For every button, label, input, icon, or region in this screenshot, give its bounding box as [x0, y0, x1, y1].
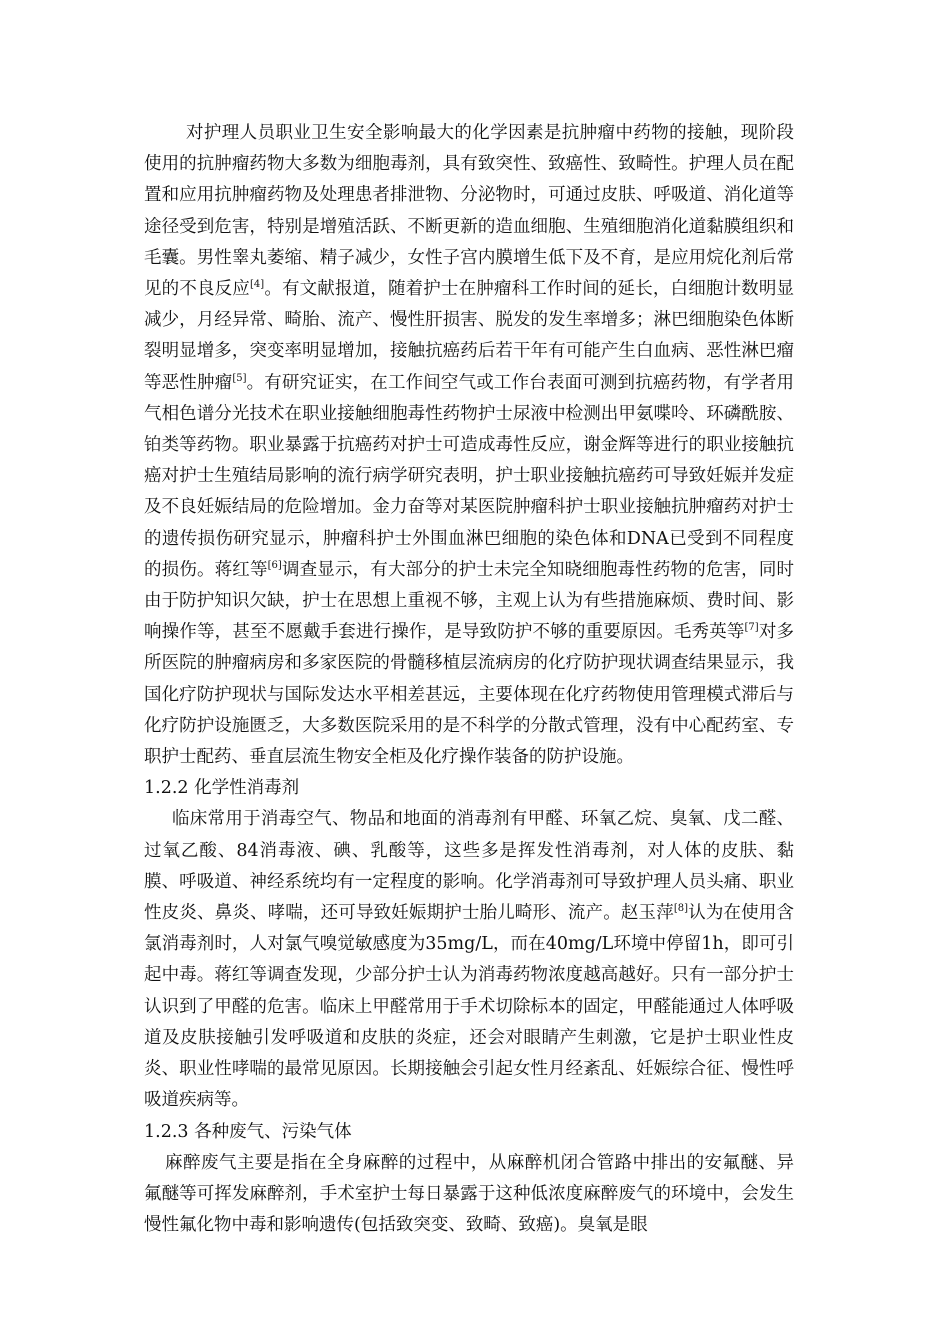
- text-segment: 临床常用于消毒空气、物品和地面的消毒剂有甲醛、环氧乙烷、臭氧、戊二醛、过氧乙酸、84消毒液、碘、乳酸等，这些多是挥发性消毒剂，对人体的皮肤、黏膜、呼吸道、神经系统均有一定程度的影响。化学消毒剂可导致护理人员头痛、职业性皮炎、鼻炎、哮喘，还可导致妊娠期护士胎儿畸形、流产。赵玉萍: [144, 809, 794, 924]
- text-segment: 对多所医院的肿瘤病房和多家医院的骨髓移植层流病房的化疗防护现状调查结果显示，我国化疗防护现状与国际发达水平相差甚远，主要体现在化疗药物使用管理模式滞后与化疗防护设施匮乏，大多数医院采用的是不科学的分散式管理，没有中心配药室、专职护士配药、垂直层流生物安全柜及化疗操作装备的防护设施。: [144, 622, 795, 768]
- paragraph-antitumor-drugs: [144, 118, 794, 773]
- text-segment: 对护理人员职业卫生安全影响最大的化学因素是抗肿瘤中药物的接触，现阶段使用的抗肿瘤药物大多数为细胞毒剂，具有致突性、致癌性、致畸性。护理人员在配置和应用抗肿瘤药物及处理患者排泄物、分泌物时，可通过皮肤、呼吸道、消化道等途径受到危害，特别是增殖活跃、不断更新的造血细胞、生殖细胞消化道黏膜组织和毛囊。男性睾丸萎缩、精子减少，女性子宫内膜增生低下及不育，是应用烷化剂后常见的不良反应: [144, 123, 794, 300]
- text-segment: 麻醉废气主要是指在全身麻醉的过程中，从麻醉机闭合管路中排出的安氟醚、异氟醚等可挥发麻醉剂，手术室护士每日暴露于这种低浓度麻醉废气的环境中，会发生慢性氟化物中毒和影响遗传(包括致突变、致畸、致癌)。臭氧是眼: [144, 1152, 794, 1236]
- citation-ref: [8]: [673, 903, 689, 915]
- text-segment: 调查显示，有大部分的护士未完全知晓细胞毒性药物的危害，同时由于防护知识欠缺，护士在思想上重视不够，主观上认为有些措施麻烦、费时间、影响操作等，甚至不愿戴手套进行操作，是导致防护不够的重要原因。毛秀英等: [144, 559, 795, 643]
- paragraph-anesthetic-waste-gas: [144, 1148, 794, 1242]
- text-segment: 认为在使用含氯消毒剂时，人对氯气嗅觉敏感度为35mg/L，而在40mg/L环境中停留1h，即可引起中毒。蒋红等调查发现，少部分护士认为消毒药物浓度越高越好。只有一部分护士认识到了甲醛的危害。临床上甲醛常用于手术切除标本的固定，甲醛能通过人体呼吸道及皮肤接触引发呼吸道和皮肤的炎症，还会对眼睛产生刺激，它是护士职业性皮炎、职业性哮喘的最常见原因。长期接触会引起女性月经紊乱、妊娠综合征、慢性呼吸道疾病等。: [144, 903, 795, 1111]
- document-page: [144, 118, 794, 1241]
- text-segment: 。有文献报道，随着护士在肿瘤科工作时间的延长，白细胞计数明显减少，月经异常、畸胎、流产、慢性肝损害、脱发的发生率增多；淋巴细胞染色体断裂明显增多，突变率明显增加，接触抗癌药后若干年有可能产生白血病、恶性淋巴瘤等恶性肿瘤: [144, 279, 795, 393]
- paragraph-chemical-disinfectants: [144, 804, 794, 1116]
- citation-ref: [4]: [249, 279, 265, 291]
- citation-ref: [7]: [744, 622, 759, 634]
- section-heading-chemical-disinfectants: 1.2.2 化学性消毒剂: [144, 778, 300, 799]
- text-segment: 。有研究证实，在工作间空气或工作台表面可测到抗癌药物，有学者用气相色谱分光技术在职业接触细胞毒性药物护士尿液中检测出甲氨喋呤、环磷酰胺、铂类等药物。职业暴露于抗癌药对护士可造成毒性反应，谢金辉等进行的职业接触抗癌对护士生殖结局影响的流行病学研究表明，护士职业接触抗癌药可导致妊娠并发症及不良妊娠结局的危险增加。金力奋等对某医院肿瘤科护士职业接触抗肿瘤药对护士的遗传损伤研究显示，肿瘤科护士外围血淋巴细胞的染色体和DNA已受到不同程度的损伤。蒋红等: [144, 372, 795, 580]
- citation-ref: [6]: [267, 559, 282, 571]
- section-heading-waste-gases: 1.2.3 各种废气、污染气体: [144, 1121, 352, 1142]
- citation-ref: [5]: [232, 372, 247, 384]
